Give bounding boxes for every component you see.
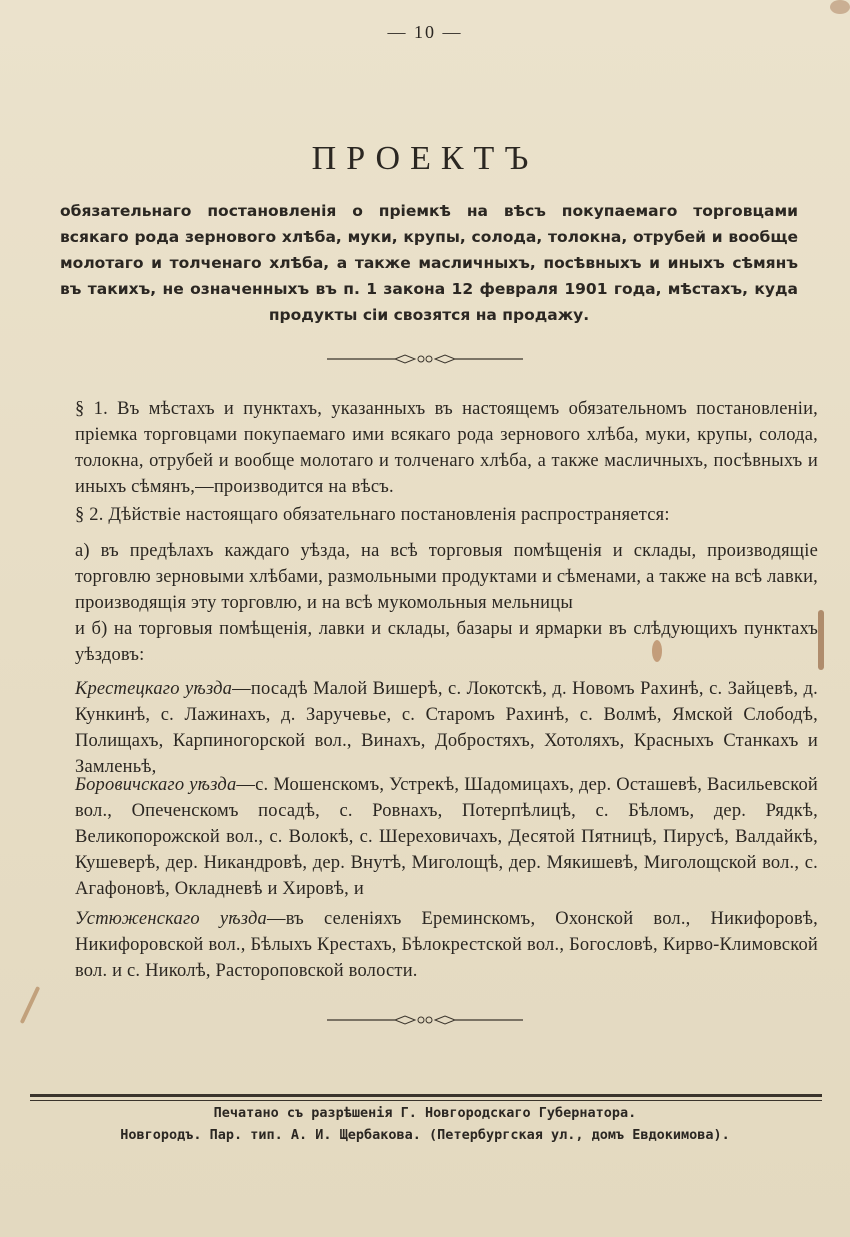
paragraph-item-b: и б) на торговыя помѣщенія, лавки и склады, базары и ярмарки въ слѣдующихъ пунктахъ уѣздовъ:	[75, 619, 818, 665]
paper-stain	[20, 986, 41, 1024]
uezd-name-ustyuzhensky: Устюженскаго уѣзда	[75, 909, 267, 929]
paragraph-krestetsky-uezd	[75, 676, 818, 780]
ornament-divider-bottom	[325, 1013, 525, 1027]
borovichsky-places: —с. Мошенскомъ, Устрекѣ, Шадомицахъ, дер. Осташевѣ, Васильевской вол., Опеченскомъ посадѣ, с. Ровнахъ, Потерпѣлицѣ, с. Бѣломъ, дер. Рядкѣ, Великопорожской вол., с. Волокѣ, с. Шереховичахъ, Десятой Пятницѣ, Пирусѣ, Валдайкѣ, Кушеверѣ, дер. Никандровѣ, дер. Внутѣ, Миголощѣ, дер. Мякишевѣ, Миголощской вол., с. Агафоновѣ, Окладневѣ и Хировѣ, и	[75, 775, 819, 899]
krestetsky-places: —посадѣ Малой Вишерѣ, с. Локотскѣ, д. Новомъ Рахинѣ, с. Зайцевѣ, д. Кункинѣ, с. Лажинахъ, д. Заручевье, с. Старомъ Рахинѣ, с. Волмѣ, Ямской Слободѣ, Полищахъ, Карпиногорской вол., Винахъ, Добростяхъ, Хотоляхъ, Красныхъ Станкахъ и Замленьѣ,	[75, 679, 818, 777]
paragraph-borovichsky-uezd	[75, 772, 818, 902]
imprint-printer-line: Новгородъ. Пар. тип. А. И. Щербакова. (Петербургская ул., домъ Евдокимова).	[120, 1127, 730, 1143]
uezd-name-borovichsky: Боровичскаго уѣзда	[75, 775, 237, 795]
page-number: — 10 —	[387, 22, 463, 42]
paper-stain	[830, 0, 850, 14]
ustyuzhensky-places: —въ селеніяхъ Ереминскомъ, Охонской вол., Никифоровѣ, Никифоровской вол., Бѣлыхъ Крестахъ, Бѣлокрестской вол., Богословѣ, Кирво-Климовской вол. и с. Николѣ, Растороповской волости.	[75, 909, 818, 981]
imprint-block	[0, 1102, 850, 1146]
paragraph-ustyuzhensky-uezd	[75, 906, 818, 984]
uezd-name-krestetsky: Крестецкаго уѣзда	[75, 679, 233, 699]
imprint-censorship-line: Печатано съ разрѣшенія Г. Новгородскаго Губернатора.	[213, 1105, 637, 1121]
ornament-divider-top	[325, 352, 525, 366]
document-title: ПРОЕКТЪ	[311, 140, 539, 177]
imprint-rule-thick	[30, 1094, 822, 1097]
paper-stain	[818, 610, 824, 670]
imprint-rule-thin	[30, 1100, 822, 1101]
paragraph-section-2: § 2. Дѣйствіе настоящаго обязательнаго постановленія распространяется:	[75, 505, 670, 525]
document-subtitle: обязательнаго постановленія о пріемкѣ на вѣсъ покупаемаго торговцами всякаго рода зернового хлѣба, муки, крупы, солода, толокна, отрубей и вообще молотаго и толченаго хлѣба, а также масличныхъ, посѣвныхъ и иныхъ сѣмянъ въ такихъ, не означенныхъ въ п. 1 закона 12 февраля 1901 года, мѣстахъ, куда продукты сіи свозятся на продажу.	[60, 202, 798, 324]
paragraph-section-1: § 1. Въ мѣстахъ и пунктахъ, указанныхъ въ настоящемъ обязательномъ постановленіи, пріемка торговцами покупаемаго ими всякаго рода зернового хлѣба, муки, крупы, солода, толокна, отрубей и вообще молотаго и толченаго хлѣба, а также масличныхъ, посѣвныхъ и иныхъ сѣмянъ,—производится на вѣсъ.	[75, 399, 818, 497]
paragraph-item-a: а) въ предѣлахъ каждаго уѣзда, на всѣ торговыя помѣщенія и склады, производящіе торговлю зерновыми хлѣбами, размольными продуктами и сѣменами, а также на всѣ лавки, производящія эту торговлю, и на всѣ мукомольныя мельницы	[75, 541, 818, 613]
